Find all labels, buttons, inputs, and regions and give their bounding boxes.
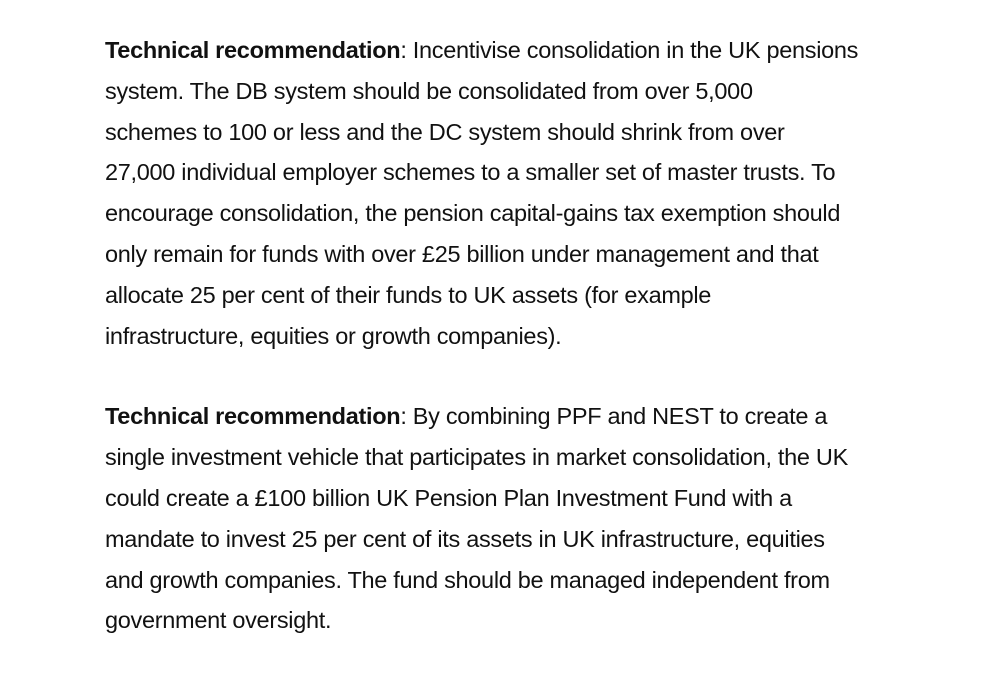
paragraph-line: mandate to invest 25 per cent of its assets in UK infrastructure, equities <box>105 525 825 552</box>
paragraph-line: could create a £100 billion UK Pension Plan Investment Fund with a <box>105 484 792 511</box>
paragraph-line: system. The DB system should be consolidated from over 5,000 <box>105 77 753 104</box>
paragraph-line: allocate 25 per cent of their funds to UK assets (for example <box>105 281 712 308</box>
paragraph-line: encourage consolidation, the pension capital-gains tax exemption should <box>105 200 841 227</box>
paragraph-text: : By combining PPF and NEST to create a <box>400 403 828 430</box>
paragraph-line: government oversight. <box>105 607 332 634</box>
document-body <box>105 30 925 641</box>
recommendation-label: Technical recommendation <box>105 403 401 430</box>
paragraph-line: and growth companies. The fund should be managed independent from <box>105 566 830 593</box>
recommendation-paragraph-1 <box>105 30 925 356</box>
recommendation-paragraph-2 <box>105 396 925 641</box>
paragraph-line: only remain for funds with over £25 billion under management and that <box>105 240 819 267</box>
paragraph-text: : Incentivise consolidation in the UK pensions <box>400 37 859 63</box>
paragraph-line: 27,000 individual employer schemes to a smaller set of master trusts. To <box>105 159 836 186</box>
paragraph-line <box>105 396 925 437</box>
recommendation-label: Technical recommendation <box>105 37 401 63</box>
paragraph-line: single investment vehicle that participates in market consolidation, the UK <box>105 444 848 471</box>
paragraph-line: infrastructure, equities or growth companies). <box>105 322 562 349</box>
paragraph-line: schemes to 100 or less and the DC system should shrink from over <box>105 118 785 145</box>
paragraph-line <box>105 30 925 71</box>
